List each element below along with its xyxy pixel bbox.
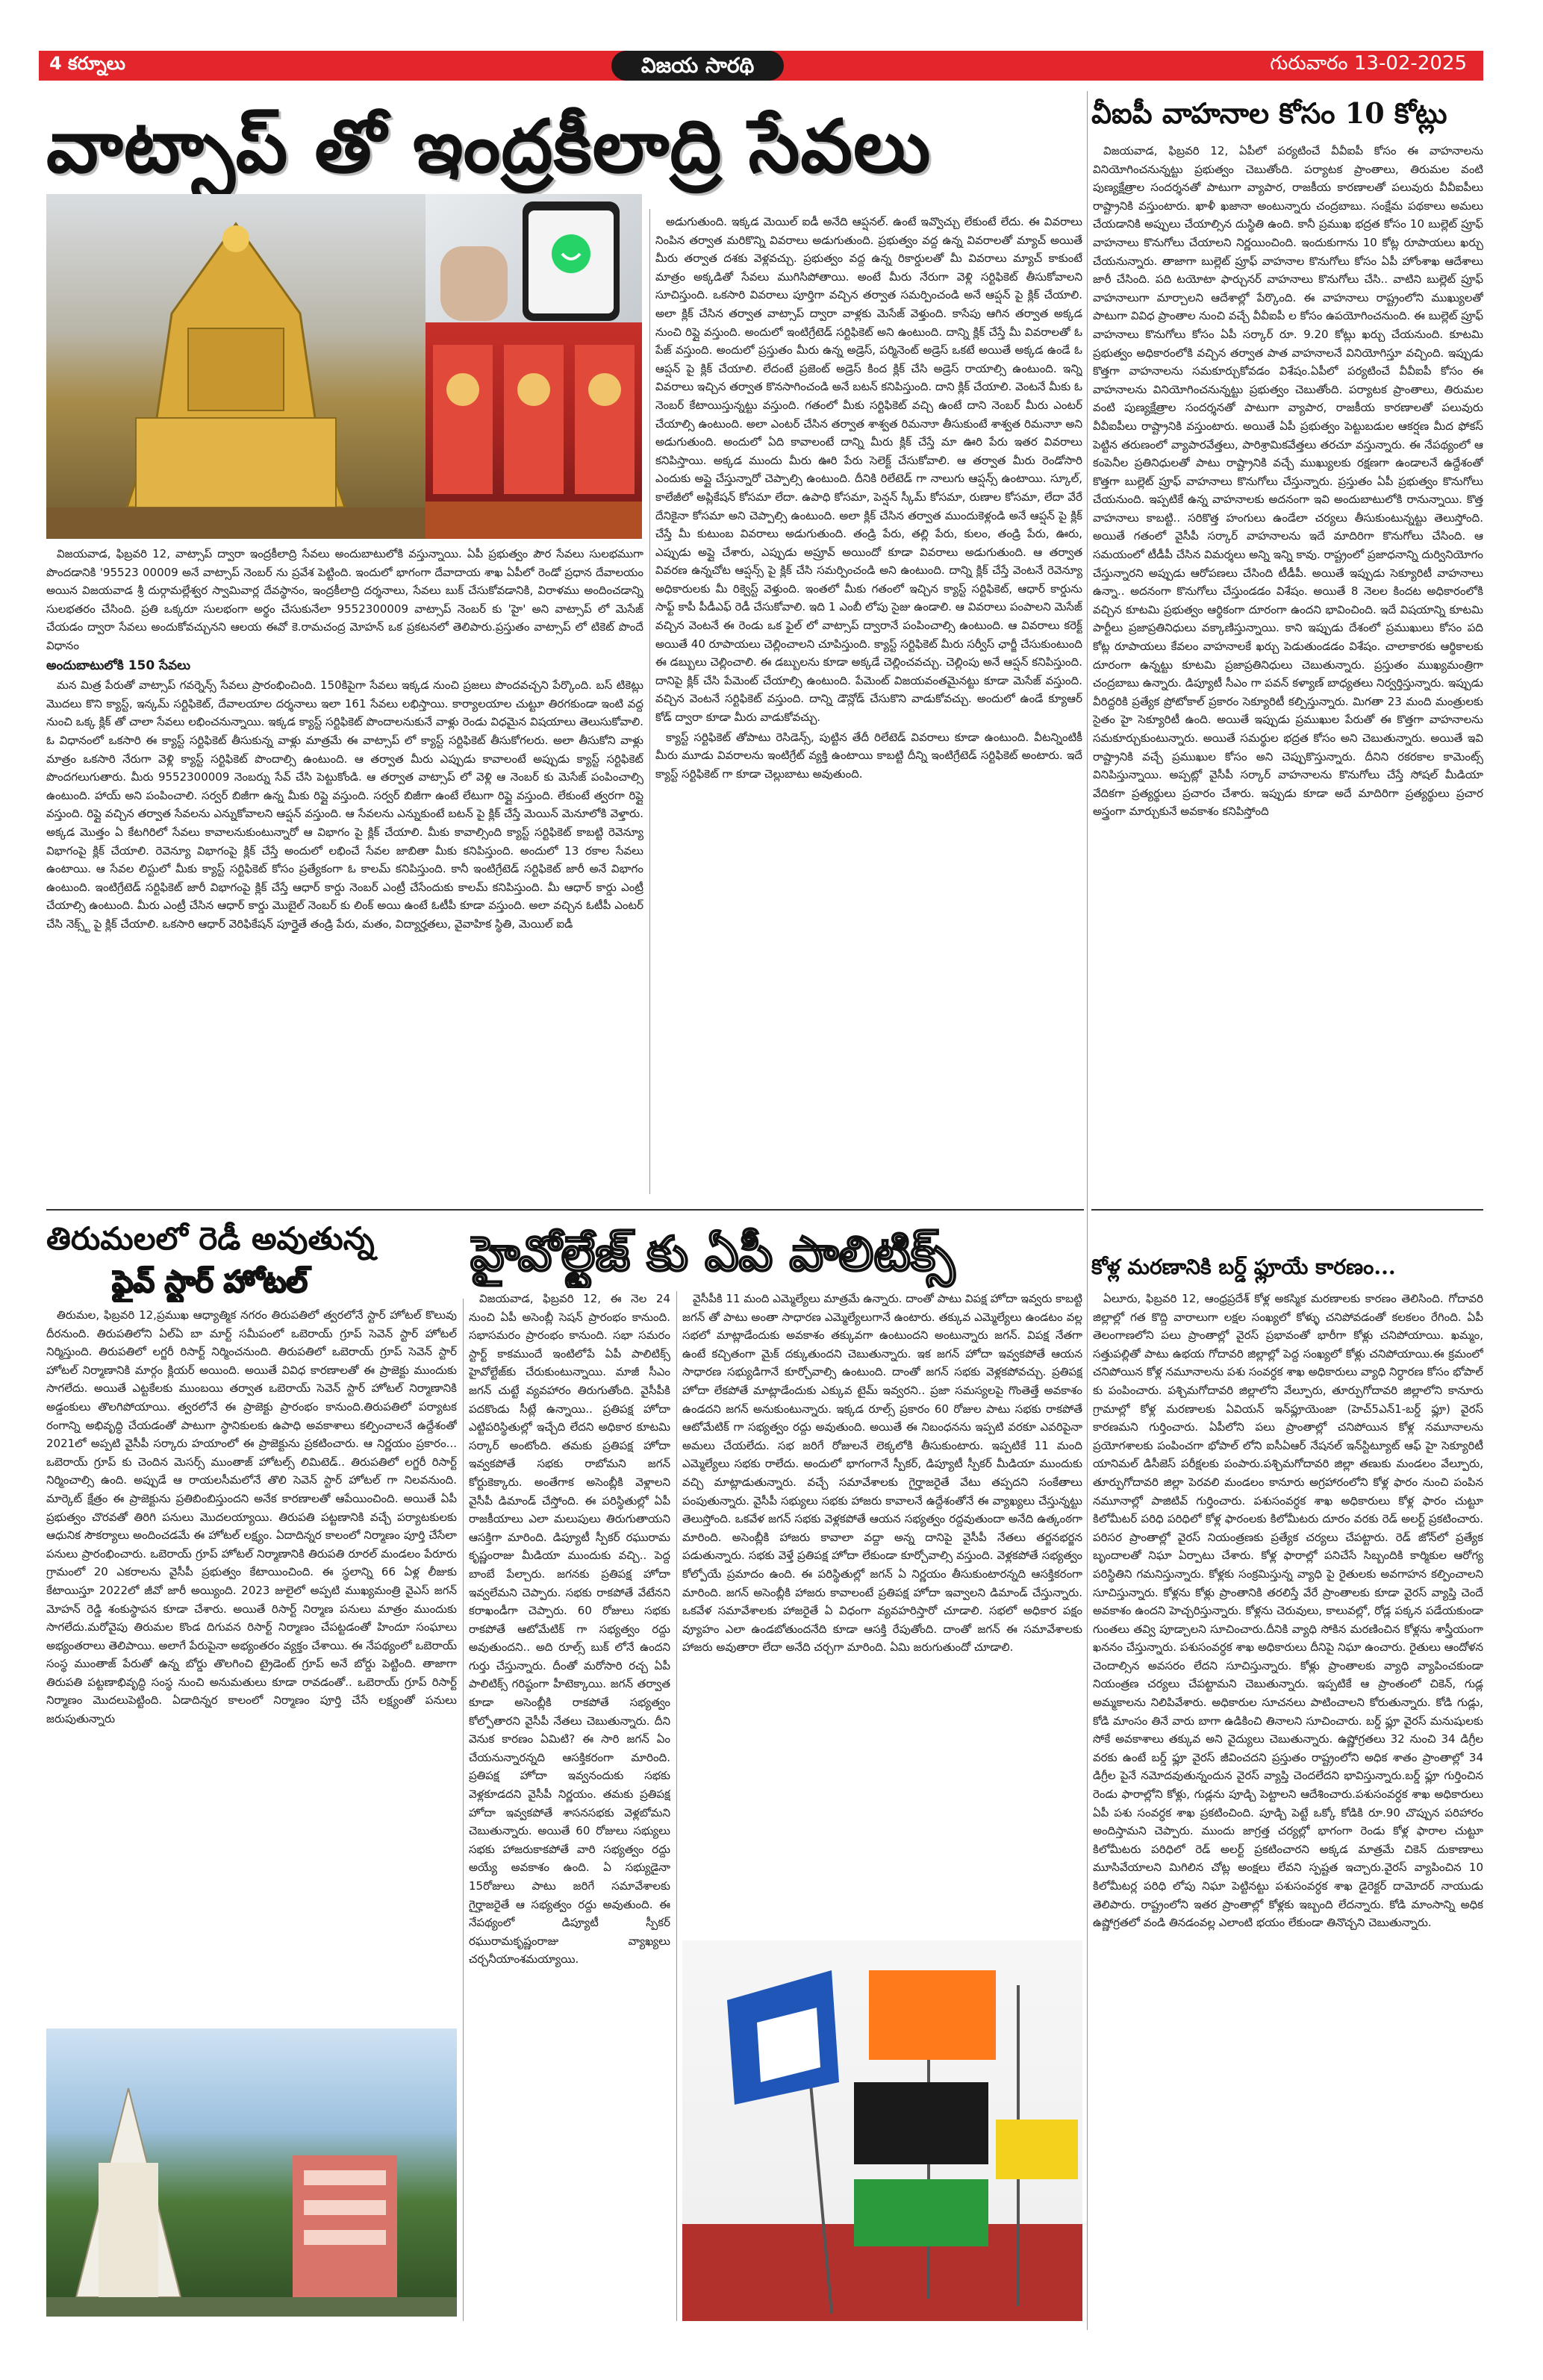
tirumala-story-body	[46, 1306, 457, 2021]
tirumala-illustration	[46, 2028, 457, 2317]
issue-date: గురువారం 13-02-2025	[1270, 52, 1467, 75]
vip-para-1: విజయవాడ, ఫిబ్రవరి 12, ఏపీలో పర్యటించే వీవీఐపీ కోసం ఈ వాహనాలను వినియోగించనున్నట్టు ప్రభుత్వం చెబుతోంది. పర్యాటక ప్రాంతాలు, తిరుమల వంటి పుణ్యక్షేత్రాల సందర్శనతో పాటుగా వ్యాపార, రాజకీయ కారణాలతో పలువురు వీవీఐపీలు రాష్ట్రానికి వస్తుంటారు. ఖాళీ ఖజానా అంటున్నారు చంద్రబాబు. సంక్షేమ పథకాలు అమలు చేయడానికి అప్పులు చేయాల్సిన దుస్థితి ఉంది. కానీ ప్రముఖ భద్రత కోసం 10 బుల్లెట్ ప్రూఫ్ వాహనాలు కొనుగోలు చేయాలని నిర్ణయించింది. ఇందుకుగాను 10 కోట్ల రూపాయలు ఖర్చు చేయనున్నారు. తాజాగా బుల్లెట్ ప్రూఫ్ వాహనాల కొనుగోలు కోసం ఏపీ హోంశాఖ ఆదేశాలు జారీ చేసింది. పది టయోటా ఫార్చునర్ వాహనాలు కొనుగోలు చేసి.. వాటిని బుల్లెట్ ప్రూఫ్ వాహనాలుగా మార్చాలని ఆదేశాల్లో పేర్కొంది. ఈ వాహనాలు రాష్ట్రంలోని ముఖ్యులతో పాటుగా వివిధ ప్రాంతాల నుంచి వచ్చే వీవీఐపీ ల కోసం ఉపయోగించనుంది. ఈ బుల్లెట్ ప్రూఫ్ వాహనాలు కొనుగోలు కోసం ఏపీ సర్కార్ రూ. 9.20 కోట్లు ఖర్చు చేయనుంది. కూటమి ప్రభుత్వం అధికారంలోకి వచ్చిన తర్వాత పాత వాహనాలనే వినియోగిస్తూ వచ్చింది. ఇప్పుడు కొత్తగా వాహనాలను సమకూర్చుకోవడం విశేషం.ఏపీలో పర్యటించే వీవీఐపీ కోసం ఈ వాహనాలను వినియోగించనున్నట్టు ప్రభుత్వం చెబుతోంది. పర్యాటక ప్రాంతాలు, తిరుమల వంటి పుణ్యక్షేత్రాల సందర్శనతో పాటుగా వ్యాపార, రాజకీయ కారణాలతో పలువురు వీవీఐపీలు రాష్ట్రానికి వస్తుంటారు. అయితే ఏపీ ప్రభుత్వం పెట్టుబడుల ఆకర్షణ మీద ఫోకస్ పెట్టిన తరుణంలో వ్యాపారవేత్తలు, పారిశ్రామికవేత్తలు తరచూ వస్తున్నారు. ఈ నేపథ్యంలో ఆ కంపెనీల ప్రతినిధులతో పాటు రాష్ట్రానికి వచ్చే ముఖ్యులకు రక్షణగా ఉండాలనే ఉద్దేశంతో కొత్తగా బుల్లెట్ ప్రూఫ్ వాహనాలు కొనుగోలు చేస్తున్నారు. ప్రస్తుతం ఏపీ ప్రభుత్వం కొనుగోలు చేయనుంది. ఇప్పటికే ఉన్న వాహనాలకు అదనంగా ఇవి అందుబాటులోకి రానున్నాయి. కొత్త వాహనాలు కాబట్టి.. సరికొత్త హంగులు ఉండేలా చర్యలు తీసుకుంటున్నట్టు తెలుస్తోంది. అయితే గతంలో వైసీపీ సర్కార్ వాహనాలను ఇదే మాదిరిగా కొనుగోలు చేసింది. ఆ సమయంలో టీడీపీ చేసిన విమర్శలు అన్ని ఇన్ని కావు. రాష్ట్రంలో ప్రజాధనాన్ని దుర్వినియోగం చేస్తున్నారని అప్పుడు ఆరోపణలు చేసింది టీడీపీ. అయితే ఇప్పుడు సెక్యూరిటీ వాహనాలు ఉన్నా.. అదనంగా కొనుగోలు చేస్తుండడం విశేషం. అయితే 8 నెలల కిందట అధికారంలోకి వచ్చిన కూటమి ప్రభుత్వం ఆర్థికంగా దూరంగా ఉందని భావించింది. ఇదే విషయాన్ని కూటమి పార్టీలు ప్రజాప్రతినిధులు వక్కాణిస్తున్నాయి. కాని ఇప్పుడు దేశంలో ప్రముఖులు కోసం పది కోట్ల రూపాయలు కేవలం వాహనాలకే ఖర్చు పెడుతుండడం విశేషం. చాలాకారకు ఆర్థికాలకు దూరంగా ఉన్నట్టు కూటమి ప్రజాప్రతినిధులు చెబుతున్నారు. ప్రస్తుతం ముఖ్యమంత్రిగా చంద్రబాబు ఉన్నారు. డిప్యూటీ సీఎం గా పవన్ కళ్యాణ్ బాధ్యతలు నిర్వర్తిస్తున్నారు. ఇప్పుడు వీరిద్దరికి ప్రత్యేక ప్రోటోకాల్ ప్రకారం సెక్యూరిటీ కల్పిస్తున్నారు. మిగతా 23 మంది మంత్రులకు సైతం హై సెక్యూరిటీ ఉంది. అయితే ఇప్పుడు ప్రముఖుల పేరుతో ఈ కొత్తగా వాహనాలను సమకూర్చుకుంటున్నారు. అయితే సమర్థుల భద్రత కోసం అని చెబుతున్నారు. అయితే ఇవి రాష్ట్రానికి వచ్చే ప్రముఖుల కోసం అని చెప్పుకొస్తున్నారు. దీనిని రకరకాల కామెంట్స్ వినిపిస్తున్నాయి. అప్పట్లో వైసీపీ సర్కార్ వాహనాలను కొనుగోలు చేస్తే సోషల్ మీడియా వేదికగా ప్రత్యర్థులు ప్రచారం చేశారు. ఇప్పుడు కూడా అదే మాదిరిగా ప్రత్యర్థులు ప్రచార అస్త్రంగా మార్చుకునే అవకాశం కనిపిస్తోంది	[1093, 144, 1483, 819]
whatsapp-para-3: అడుగుతుంది. ఇక్కడ మెయిల్ ఐడీ అనేది ఆప్షనల్. ఉంటే ఇవ్వొచ్చు లేకుంటే లేదు. ఈ వివరాలు నింపిన తర్వాత మరికొన్ని వివరాలు అడుగుతుంది. ప్రభుత్వం వద్ద ఉన్న వివరాలతో మ్యాచ్ అయితే మీరు తర్వాత దశకు వెళ్లవచ్చు. ప్రభుత్వం వద్ద ఉన్న రికార్డులతో మీ వివరాలు మ్యాచ్ కాకుంటే మాత్రం అక్కడితో సేవలు ముగిసిపోతాయి. అంటే మీరు నేరుగా వెళ్లి సర్టిఫికెట్ తీసుకోవాలని సూచిస్తుంది. ఒకసారి వివరాలు పూర్తిగా వచ్చిన తర్వాత సమర్పించండి అనే ఆప్షన్ పై క్లిక్ చేయాలి. అలా క్లిక్ చేసిన తర్వాత వాట్సాప్ ద్వారా వాళ్లకు మెసేజ్ వెళ్తుంది. కాసేపు ఆగిన తర్వాత అక్కడ నుంచి రిప్లై వస్తుంది. అందులో ఇంటిగ్రేటెడ్ సర్టిఫికెట్ అని ఉంటుంది. దాన్ని క్లిక్ చేస్తే మీ వివరాలతో ఓ పేజ్ వస్తుంది. అందులో ప్రస్తుతం మీరు ఉన్న అడ్రెస్, పర్మినెంట్ అడ్రెస్ ఒకటే అయితే అక్కడ ఉండే ఓ ఆప్షన్ పై క్లిక్ చేయాలి. లేదంటే ప్రజెంట్ అడ్రెస్ కింద క్లిక్ చేసి అడ్రెస్ రాయాల్సి ఉంటుంది. ఇన్ని వివరాలు ఇచ్చిన తర్వాత కొనసాగించండి అనే బటన్ కనిపిస్తుంది. దాని క్లిక్ చేయాలి. వెంటనే మీకు ఓ నెంబర్ కేటాయిస్తున్నట్టు వస్తుంది. గతంలో మీకు సర్టిఫికెట్ వచ్చి ఉంటే దాని నెంబర్ మీరు ఎంటర్ చేయాల్సి ఉంటుంది. అలా ఎంటర్ చేసిన తర్వాత శాశ్వత రిమనాూ తీసుకుంటే శాశ్వత రిమనాూ అని అడుగుతుంది. అందులో ఏది కావాలంటే దాన్ని మీరు క్లిక్ చేస్తే మా ఊరి పేరు ఇతర వివరాలు కనిపిస్తాయి. అక్కడ ముందు మీరు ఊరి పేరు సెలెక్ట్ చేసుకోవాలి. ఆ తర్వాత మీరు రెండోసారి ఎందుకు అప్లై చేస్తున్నారో చెప్పాల్సి ఉంటుంది. దీనికి రిలేటెడ్ గా నాలుగు ఆప్షన్స్ ఉంటాయి. స్కూల్, కాలేజీలో అప్లికేషన్ కోసమా లేదా. ఉపాధి కోసమా, పెన్షన్ స్కీమ్ కోసమా, రుణాల కోసమా, లేదా వేరే దేనికైనా కోసమా అని చెప్పాల్సి ఉంటుంది. అలా క్లిక్ చేసిన తర్వాత ముందుకెళ్లండి అనే ఆప్షన్ పై క్లిక్ చేస్తే మీ కుటుంబ వివరాలు అడుగుతుంది. తండ్రి పేరు, తల్లి పేరు, కులం, తండ్రి పేరు, ఊరు, ఎప్పుడు అప్లై చేశారు, ఎప్పుడు అప్రూవ్ అయిందో కూడా వివరాలు అడుగుతుంది. ఆ తర్వాత వివరణ ఉన్నచోట ఆప్షన్స్ పై క్లిక్ చేసి సమర్పించండి అని ఉంటుంది. దాన్ని క్లిక్ చేస్తే వెంటనే రెవెన్యూ అధికారులకు మీ రిక్వెస్ట్ వెళ్తుంది. ఇంతలో మీకు గతంలో ఇచ్చిన క్యాస్ట్ సర్టిఫికెట్, ఆధార్ కార్డును సాఫ్ట్ కాపీ పీడీఎఫ్ రెడీ చేసుకోవాలి. ఇది 1 ఎంబీ లోపు సైజు ఉండాలి. ఆ వివరాలు పంపాలని మెసేజ్ వచ్చిన వెంటనే ఈ రెండు ఒక ఫైల్ లో వాట్సాప్ ద్వారానే పంపించాల్సి ఉంటుంది. ఆ వివరాలు కరెక్ట్ అయితే 40 రూపాయలు చెల్లించాలని చూపిస్తుంది. క్యాస్ట్ సర్టిఫికెట్ మీరు సర్వీస్ ఛార్జీ చేసుకుంటుంది ఈ డబ్బులు చెల్లించాలి. ఈ డబ్బులను కూడా అక్కడే చెల్లించవచ్చు. చెల్లింపు అనే ఆప్షన్ కనిపిస్తుంది. దానిపై క్లిక్ చేసి పేమెంట్ చేయాల్సి ఉంటుంది. పేమెంట్ విజయవంతమైనట్టు కూడా మెసేజ్ వస్తుంది. వచ్చిన వెంటనే సర్టిఫికెట్ వస్తుంది. దాన్ని డౌన్లోడ్ చేసుకొని వాడుకోవచ్చు. అందులో ఉండే క్యూఆర్ కోడ్ ద్వారా కూడా మీరు వాడుకోవచ్చు.	[655, 215, 1082, 725]
whatsapp-story-col2	[655, 213, 1082, 1205]
phone-illustration	[426, 194, 642, 322]
whatsapp-para-1: విజయవాడ, ఫిబ్రవరి 12, వాట్సాప్ ద్వారా ఇంద్రకీలాద్రి సేవలు అందుబాటులోకి వస్తున్నాయి. ఏపీ ప్రభుత్వం పౌర సేవలు సులభముగా పొందడానికి '95523 00009 అనే వాట్సాప్ నెంబర్ ను ప్రవేశ పెట్టింది. ఇందులో భాగంగా దేవాదాయ శాఖ ఏపీలో రెండో ప్రధాన దేవాలయం అయిన విజయవాడ శ్రీ దుర్గామల్లేశ్వర స్వామివార్ల దేవస్థానం, ఇంద్రకీలాద్రి దర్శనాలు, సేవలు బుక్ చేసుకోవడానికి, విరాళము అందించడాన్ని సులభతరం చేసింది. ప్రతి ఒక్కరూ సులభంగా అర్థం చేసుకునేలా 9552300009 వాట్సాప్ నెంబర్ కు 'హై' అని వాట్సాప్ లో మెసేజ్ చేయడం ద్వారా సేవలు అందుకోవచ్చునని ఆలయ ఈవో కె.రామచంద్ర మోహన్ ఒక ప్రకటనలో తెలిపారు.ప్రస్తుతం వాట్సాప్ లో టికెట్ పొందే విధానం	[46, 547, 643, 652]
newspaper-name: విజయ సారథి	[611, 51, 784, 81]
whatsapp-phone-photo	[426, 194, 642, 322]
tirumala-headline-line1: తిరుమలలో రెడీ అవుతున్న	[46, 1220, 375, 1257]
whatsapp-subhead: అందుబాటులోకి 150 సేవలు	[46, 658, 191, 673]
whatsapp-para-2: మన మిత్ర పేరుతో వాట్సాప్ గవర్నెన్స్ సేవలు ప్రారంభించింది. 150కిపైగా సేవలు ఇక్కడ నుంచి ప్రజలు పొందవచ్చని పేర్కొంది. బస్ టికెట్లు మొదలు కొని క్యాస్ట్, ఇన్కమ్ సర్టిఫికెట్, దేవాలయాల దర్శనాలు ఇలా 161 సేవలు లభిస్తాయి. కార్యాలయాల చుట్టూ తిరగకుండా ఇంటి వద్ద నుంచి ఒక్క క్లిక్ తో చాలా సేవలు లభించనున్నాయి. ఇక్కడ క్యాస్ట్ సర్టిఫికెట్ పొందాలనుకునే వాళ్లు రెండు విధమైన విషయాలు తెలుసుకోవాలి. ఓ విధానంలో ఒకసారి ఈ క్యాస్ట్ సర్టిఫికెట్ తీసుకున్న వాళ్లు మాత్రమే ఈ వాట్సాప్ లో క్యాస్ట్ సర్టిఫికెట్ తీసుకోగలరు. అలా తీసుకోని వాళ్లు మాత్రం ఒకసారి నేరుగా వెళ్లి క్యాస్ట్ సర్టిఫికెట్ పొందాల్సి ఉంటుంది. ఆ తర్వాత మీరు ఎప్పుడు కావాలంటే అప్పుడు క్యాస్ట్ సర్టిఫికెట్ పొందగలుగుతారు. మీరు 9552300009 నెంబర్ను సేవ్ చేసి పెట్టుకోండి. ఆ తర్వాత వాట్సాప్ లో వెళ్లి ఆ నెంబర్ కు మెసేజ్ పంపించాల్సి ఉంటుంది. హాయ్ అని పంపించాలి. సర్వర్ బిజీగా ఉన్న మీకు రిప్లై వస్తుంది. సర్వర్ బిజీగా ఉంటే లేటుగా రిప్లై వస్తుంది. లేకుంటే త్వరగా రిప్లై వస్తుంది. రిప్లై వచ్చిన తర్వాత సేవలను ఎన్నుకోవాలని ఆప్షన్ వస్తుంది. ఆ సేవలను ఎన్నుకుంటే బటన్ పై క్లిక్ చేస్తే మెయిన్ మెనూలోకి వెళ్తారు. అక్కడ మొత్తం ఏ కేటగిరిలో సేవలు కావాలనుకుంటున్నారో ఆ విభాగం పై క్లిక్ చేయాలి. మీకు కావాల్సింది క్యాస్ట్ సర్టిఫికెట్ కాబట్టి రెవెన్యూ విభాగంపై క్లిక్ చేయాలి. రెవెన్యూ విభాగంపై క్లిక్ చేస్తే అందులో లభించే సేవల జాబితా మీకు కనిపిస్తుంది. అందులో 13 రకాల సేవలు ఉంటాయి. ఆ సేవల లిస్టులో మీకు క్యాస్ట్ సర్టిఫికెట్ కోసం ప్రత్యేకంగా ఓ కాలమ్ కనిపిస్తుంది. కానీ ఇంటిగ్రేటెడ్ సర్టిఫికెట్ జారీ అనే విభాగం ఉంటుంది. ఇంటిగ్రేటెడ్ సర్టిఫికెట్ జారీ విభాగంపై క్లిక్ చేస్తే ఆధార్ కార్డు నెంబర్ ఎంట్రీ చేసేందుకు కాలమ్ కనిపిస్తుంది. మీ ఆధార్ కార్డు ఎంట్రీ చేయాల్సి ఉంటుంది. మీరు ఎంట్రీ చేసిన ఆధార్ కార్డు మొబైల్ నెంబర్ కు లింక్ అయి ఉంటే ఓటీపీ కూడా వస్తుంది. అలా వచ్చిన ఓటీపీ ఎంటర్ చేసి నెక్స్ట్ పై క్లిక్ చేయాలి. ఒకసారి ఆధార్ వెరిఫికేషన్ పూర్తైతే తండ్రి పేరు, మతం, విద్యార్హతలు, వైవాహిక స్థితి, మెయిల్ ఐడీ	[46, 678, 643, 931]
column-rule	[463, 1299, 464, 2321]
tirumala-para-1: తిరుమల, ఫిబ్రవరి 12,ప్రముఖ ఆధ్యాత్మిక నగరం తిరుపతిలో త్వరలోనే స్టార్ హోటల్ కొలువు దీరనుంది. తిరుపతిలోని ఏల్ఏ బా మార్ట్ సమీపంలో ఒబెరాయ్ గ్రూప్ సెవెన్ స్టార్ హోటల్ నిర్మిస్తుంది. తిరుపతిలో లగ్జరీ రిసార్ట్ నిర్మించనుంది. తిరుపతిలో ఒబెరాయ్ గ్రూప్ సెవెన్ స్టార్ హోటల్ నిర్మాణానికి మార్గం క్లియర్ అయింది. అయితే వివిధ కారణాలతో ఈ ప్రాజెక్టు ముందుకు సాగలేదు. అయితే ఎట్టకేలకు ముంబయి తర్వాత ఒబెరాయ్ సెవెన్ స్టార్ హోటల్ నిర్మాణానికి అడ్డంకులు తొలగిపోయాయి. త్వరలోనే ఈ ప్రాజెక్టు ప్రారంభం కానుంది.తిరుపతిలో పర్యాటక రంగాన్ని అభివృద్ధి చేయడంతో పాటుగా స్థానికులకు ఉపాధి అవకాశాలు కల్పించాలనే ఉద్దేశంతో 2021లో అప్పటి వైసీపీ సర్కారు హయాంలో ఈ ప్రాజెక్టును ప్రకటించారు. ఆ నిర్ణయం ప్రకారం... ఒబెరాయ్ గ్రూప్ కు చెందిన మెసర్స్ ముంతాజ్ హోటల్స్ లిమిటెడ్.. తిరుపతిలో లగ్జరీ రిసార్ట్ నిర్మించాల్సి ఉంది. అప్పుడే ఆ రాయలసీమలోనే తొలి సెవెన్ స్టార్ హోటల్ గా నిలవనుంది. మార్కెట్ క్షేత్రం ఈ ప్రాజెక్టును ప్రతిబింబిస్తుందని అనేక కారణాలతో ఆపేయించింది. అయితే ఏపీ ప్రభుత్వం చొరవతో తిరిగి పనులు మొదలయ్యాయి. తిరుపతి పట్టణానికి వచ్చే పర్యాటకులకు ఆధునిక సౌకర్యాలు అందించడమే ఈ హోటల్ లక్ష్యం. ఏదాదిన్నర కాలంలో నిర్మాణం పూర్తి చేసేలా పనులు ప్రారంభించారు. ఒబెరాయ్ గ్రూప్ హోటల్ నిర్మాణానికి తిరుపతి రూరల్ మండలం పేరూరు గ్రామంలో 20 ఎకరాలను వైసీపీ ప్రభుత్వం కేటాయించింది. ఈ స్థలాన్ని 66 ఏళ్ల లీజుకు కేటాయిస్తూ 2022లో జీవో జారీ అయ్యింది. 2023 జులైలో అప్పటి ముఖ్యమంత్రి వైఎస్ జగన్ మోహన్ రెడ్డి శంకుస్థాపన కూడా చేశారు. అయితే రిసార్ట్ నిర్మాణ పనులు మాత్రం ముందుకు సాగలేదు.మరోవైపు తిరుమల కొండ దిగువన రిసార్ట్ నిర్మాణం చేపట్టడంతో హిందూ సంఘాలు అభ్యంతరాలు తెలిపాయి. అలాగే పేరుపైనా అభ్యంతరం వ్యక్తం చేశాయి. ఈ నేపథ్యంలో ఒబెరాయ్ సంస్థ ముంతాజ్ పేరుతో ఉన్న బోర్డు తొలగించి ట్రైడెంట్ గ్రూప్ అనే బోర్డు పెట్టింది. తాజాగా తిరుపతి పట్టణాభివృద్ధి సంస్థ నుంచి అనుమతులు కూడా రావడంతో.. ఒబెరాయ్ గ్రూప్ రిసార్ట్ నిర్మాణం మొదలుపెట్టింది. ఏడాదిన్నర కాలంలో నిర్మాణం పూర్తి చేసే లక్ష్యంతో పనులు జరుపుతున్నారు	[46, 1308, 457, 1726]
vip-headline: వీఐపీ వాహనాల కోసం 10 కోట్లు	[1091, 96, 1447, 130]
column-rule	[649, 209, 650, 1194]
tirumala-headline-line2: ఫైవ్ స్టార్ హోటల్	[112, 1264, 308, 1299]
flags-illustration	[682, 1940, 1082, 2321]
highvoltage-story-col1	[469, 1290, 670, 2321]
column-rule	[1087, 91, 1088, 2330]
column-rule	[676, 1291, 677, 2321]
highvoltage-para-1: విజయవాడ, ఫిబ్రవరి 12, ఈ నెల 24 నుంచి ఏపీ అసెంబ్లీ సెషన్ ప్రారంభం కానుంది. సభాసమరం ప్రారంభం కానుంది. సభా సమరం స్టార్ట్ కాకముందే ఇంటిలోపే ఏపీ పాలిటిక్స్ హైవోల్టేజ్‌కు చేరుకుంటున్నాయి. మాజీ సీఎం జగన్ చుట్టే వ్యవహారం తిరుగుతోంది. వైసీపీకి పదకొండు సీట్లే ఉన్నాయి.. ప్రతిపక్ష హోదా ఎట్టిపరిస్థితుల్లో ఇచ్చేది లేదని అధికార కూటమి సర్కార్ అంటోంది. తమకు ప్రతిపక్ష హోదా ఇవ్వకపోతే సభకు రాబోమని జగన్ కోర్టుకెక్కారు. అంతేగాక అసెంబ్లీకి వెళ్లాలని వైసీపీ డిమాండ్ చేస్తోంది. ఈ పరిస్థితుల్లో ఏపీ రాజకీయాలు ఎలా మలుపులు తిరుగుతాయని ఆసక్తిగా మారింది. డిప్యూటీ స్పీకర్ రఘురామ కృష్ణంరాజు మీడియా ముందుకు వచ్చి.. పెద్ద బాంబే పేల్చారు. జగనకు ప్రతిపక్ష హోదా ఇవ్వలేమని చెప్పారు. సభకు రాకపోతే వేటేనని కరాఖండీగా చెప్పారు. 60 రోజులు సభకు రాకపోతే ఆటోమేటిక్ గా సభ్యత్వం రద్దు అవుతుందని.. అది రూల్స్ బుక్ లోనే ఉందని గుర్తు చేస్తున్నారు. దీంతో మరోసారి రచ్చ ఏపీ పాలిటిక్స్ గరిష్ఠంగా హీటెక్కాయి. జగన్ తర్వాత కూడా అసెంబ్లీకి రాకపోతే సభ్యత్వం కోల్పోతారని వైసీపీ నేతలు చెబుతున్నారు. దీని వెనుక కారణం ఏమిటి? ఈ సారి జగన్ ఏం చేయనున్నారన్నది ఆసక్తికరంగా మారింది. ప్రతిపక్ష హోదా ఇవ్వనందుకు సభకు వెళ్లకూడదని వైసీపీ నిర్ణయం. తమకు ప్రతిపక్ష హోదా ఇవ్వకపోతే శాసనసభకు వెళ్లబోమని చెబుతున్నారు. అయితే 60 రోజులు సభ్యులు సభకు హాజరుకాకపోతే వారి సభ్యత్వం రద్దు అయ్యే అవకాశం ఉంది. ఏ సభ్యుడైనా 15రోజులు పాటు జరిగే సమావేశాలకు గైర్హాజరైతే ఆ సభ్యత్వం రద్దు అవుతుంది. ఈ నేపథ్యంలో డిప్యూటీ స్పీకర్ రఘురామకృష్ణంరాజు వ్యాఖ్యలు చర్చనీయాంశమయ్యాయి.	[469, 1292, 670, 1967]
whatsapp-story-col1	[46, 545, 643, 1203]
highvoltage-story-col2	[682, 1290, 1082, 1931]
tirumala-hotel-photo	[46, 2028, 457, 2317]
deity-photo	[426, 322, 642, 539]
hens-story-body	[1093, 1290, 1483, 2327]
party-flags-photo	[682, 1940, 1082, 2321]
highvoltage-headline: హైవోల్టేజ్ కు ఏపీ పాలిటిక్స్	[470, 1226, 956, 1282]
deity-illustration	[426, 322, 642, 539]
highvoltage-para-2: వైసీపీకి 11 మంది ఎమ్మెల్యేలు మాత్రమే ఉన్నారు. దాంతో పాటు విపక్ష హోదా ఇవ్వరు కాబట్టి జగన్ తో పాటు అంతా సాధారణ ఎమ్మెల్యేలుగానే ఉంటారు. తక్కువ ఎమ్మెల్యేలు ఉండటం వల్ల సభలో మాట్లాడేందుకు అవకాశం తక్కువగా ఉంటుందని అంటున్నారు జగన్. విపక్ష నేతగా ఉంటే కచ్చితంగా మైక్ దక్కుతుందని చెబుతున్నారు. ఇక జగన్ హోదా ఇవ్వకపోతే ఆయన సాధారణ సభ్యుడిగానే కూర్చోవాల్సి ఉంటుంది. దాంతో జగన్ సభకు వెళ్లకపోవచ్చు. ప్రతిపక్ష హోదా లేకపోతే మాట్లాడేందుకు ఎక్కువ టైమ్ ఇవ్వరని.. ప్రజా సమస్యలపై గొంతెత్తే అవకాశం ఉండదని జగన్ అనుకుంటున్నారు. ఇక్కడ రూల్స్ ప్రకారం 60 రోజుల పాటు సభకు రాకపోతే ఆటోమేటిక్ గా సభ్యత్వం రద్దు అవుతుంది. అయితే ఈ నిబంధనను ఇప్పటి వరకూ ఎవరిపైనా అమలు చేయలేదు. సభ జరిగే రోజులనే లెక్కలోకి తీసుకుంటారు. ఇప్పటికే 11 మంది ఎమ్మెల్యేలు సభకు రాలేదు. అందులో భాగంగానే స్పీకర్, డిప్యూటీ స్పీకర్ మీడియా ముందుకు వచ్చి మాట్లాడుతున్నారు. వచ్చే సమావేశాలకు గైర్హాజరైతే వేటు తప్పదని సంకేతాలు పంపుతున్నారు. వైసీపీ సభ్యులు సభకు హాజరు కావాలనే ఉద్దేశంతోనే ఈ వ్యాఖ్యలు చేస్తున్నట్టు తెలుస్తోంది. ఒకవేళ జగన్ సభకు వెళ్లకపోతే ఆయన సభ్యత్వం రద్దవుతుందా అనేది ఉత్కంఠగా మారింది. అసెంబ్లీకి హాజరు కావాలా వద్దా అన్న దానిపై వైసీపీ నేతలు తర్జనభర్జన పడుతున్నారు. సభకు వెళ్తే ప్రతిపక్ష హోదా లేకుండా కూర్చోవాల్సి వస్తుంది. వెళ్లకపోతే సభ్యత్వం కోల్పోయే ప్రమాదం ఉంది. ఈ పరిస్థితుల్లో జగన్ ఏ నిర్ణయం తీసుకుంటారన్నది ఆసక్తికరంగా మారింది. జగన్ అసెంబ్లీకి హాజరు కావాలంటే ప్రతిపక్ష హోదా ఇవ్వాలని డిమాండ్ చేస్తున్నారు. ఒకవేళ సమావేశాలకు హాజరైతే ఏ విధంగా వ్యవహరిస్తారో చూడాలి. సభలో అధికార పక్షం వ్యూహం ఎలా ఉండబోతుందనేది కూడా ఆసక్తి రేపుతోంది. దాంతో జగన్ ఈ సమావేశాలకు హాజరు అవుతారా లేదా అనేది చర్చగా మారింది. ఏమి జరుగుతుందో చూడాలి.	[682, 1292, 1082, 1655]
page-label: 4 కర్నూలు	[49, 53, 125, 74]
temple-illustration	[46, 194, 426, 539]
whatsapp-headline: వాట్సాప్ తో ఇంద్రకీలాద్రి సేవలు	[46, 104, 932, 190]
hens-headline: కోళ్ల మరణానికి బర్డ్ ఫ్లూయే కారణం...	[1091, 1255, 1396, 1279]
section-rule	[46, 1209, 1084, 1211]
masthead-bar	[39, 51, 1483, 81]
whatsapp-para-4: క్యాస్ట్ సర్టిఫికెట్ తోపాటు రెసిడెన్స్, పుట్టిన తేదీ రిలేటెడ్ వివరాలు కూడా ఉంటుంది. వీటన్నింటికీ మీరు మూడు వివరాలను ఇంటిగ్రేట్ వ్యక్తి ఉంటాయి కాబట్టి దీన్ని ఇంటిగ్రేటెడ్ సర్టిఫికెట్ అంటారు. ఇదే క్యాస్ట్ సర్టిఫికెట్ గా కూడా చెల్లుబాటు అవుతుంది.	[655, 730, 1082, 781]
section-rule	[1091, 1209, 1483, 1211]
vip-story-body	[1093, 142, 1483, 1209]
temple-photo	[46, 194, 426, 539]
hens-para-1: ఏలూరు, ఫిబ్రవరి 12, ఆంధ్రప్రదేశ్ కోళ్ల అకస్మిక మరణాలకు కారణం తెలిసింది. గోదావరి జిల్లాల్లో గత కొద్ది వారాలుగా లక్షల సంఖ్యలో కోళ్ళు చనిపోవడంతో కలకలం రేగింది. ఏపీ తెలంగాణలోని పలు ప్రాంతాల్లో వైరస్ ప్రభావంతో భారీగా కోళ్లు చనిపోయాయి. ఖమ్మం, సత్తుపల్లితో పాటు ఉభయ గోదావరి జిల్లాల్లో పెద్ద సంఖ్యలో కోళ్లు చనిపోయాయి.ఈ క్రమంలో చనిపోయిన కోళ్ల నమూనాలను పశు సంవర్ధక శాఖ అధికారులు వ్యాధి నిర్ధారణ కోసం భోపాల్ కు పంపించారు. పశ్చిమగోదావరి జిల్లాలోని వేల్పూరు, తూర్పుగోదావరి జిల్లాలోని కానూరు గ్రామాల్లో కోళ్ల మరణాలకు ఏవియన్ ఇన్‌ఫ్లూయెంజా (హెచ్5ఎన్1-బర్డ్ ఫ్లూ) వైరస్ కారణమని గుర్తించారు. ఏపీలోని పలు ప్రాంతాల్లో చనిపోయిన కోళ్ల నమూనాలను ప్రయోగశాలకు పంపించగా భోపాల్ లోని ఐసీఏఆర్ నేషనల్ ఇన్‌స్టిట్యూట్ ఆఫ్ హై సెక్యూరిటీ యానిమల్ డిసీజెస్ పరీక్షలకు పంపారు.పశ్చిమగోదావరి జిల్లా తణుకు మండలం వేల్పూరు, తూర్పుగోదావరి జిల్లా పెరవలి మండలం కానూరు అగ్రహారంలోని కోళ్ల ఫారం నుంచి పంపిన నమూనాల్లో పాజిటివ్ గుర్తించారు. పశుసంవర్ధక శాఖ అధికారులు కోళ్ల ఫారం చుట్టూ కిలోమీటర్ పరిధి పరిధిలో కోళ్ల ఫారంలకు కిలోమీటరు దూరం వరకు రెడ్ అలర్ట్ ప్రకటించారు. పరిసర ప్రాంతాల్లో వైరస్ నియంత్రణకు ప్రత్యేక చర్యలు చేపట్టారు. రెడ్ జోన్‌లో ప్రత్యేక బృందాలతో నిఘా ఏర్పాటు చేశారు. కోళ్ల ఫారాల్లో పనిచేసే సిబ్బందికి కార్మికుల ఆరోగ్య పరిస్థితిని గమనిస్తున్నారు. కోళ్లకు సంక్రమిస్తున్న వ్యాధి పై రైతులకు అవగాహన కల్పించాలని సూచిస్తున్నారు. కోళ్లను కోళ్లు ప్రాంతానికి తరలిస్తే వేరే ప్రాంతాలకు కూడా వైరస్ వ్యాప్తి చెందే అవకాశం ఉందని హెచ్చరిస్తున్నారు. కోళ్లను చెరువులు, కాలువల్లో, రోడ్ల పక్కన పడేయకుండా గుంతలు తవ్వి పూడ్చాలని సూచించారు.దీనికి వ్యాధి సోకిన మరణించిన కోళ్లను శాస్త్రీయంగా ఖననం చేస్తున్నారు. పశుసంవర్ధక శాఖ అధికారులు దీనిపై నిఘా ఉంచారు. రైతులు ఆందోళన చెందాల్సిన అవసరం లేదని సూచిస్తున్నారు. కోళ్లు ప్రాంతాలకు వ్యాధి వ్యాపించకుండా నియంత్రణ చర్యలు చేపట్టామని చెబుతున్నారు. ఇప్పటికే ఆ ప్రాంతంలో చికెన్, గుడ్ల అమ్మకాలను నిలిపివేశారు. అధికారుల సూచనలు పాటించాలని కోరుతున్నారు. కోడి గుడ్లు, కోడి మాంసం తినే వారు బాగా ఉడికించి తినాలని సూచించారు. బర్డ్ ఫ్లూ వైరస్ మనుషులకు సోకే అవకాశాలు తక్కువ అని వైద్యులు చెబుతున్నారు. ఉష్ణోగ్రతలు 32 నుంచి 34 డిగ్రీల వరకు ఉంటే బర్డ్ ఫ్లూ వైరస్ జీవించదని ప్రస్తుతం రాష్ట్రంలోని అధిక శాతం ప్రాంతాల్లో 34 డిగ్రీల పైనే నమోదవుతున్నందున వైరస్ వ్యాప్తి చెందలేదని భావిస్తున్నారు.బర్డ్ ఫ్లూ గుర్తించిన రెండు ఫారాల్లోని కోళ్లు, గుడ్లను పూడ్చి పెట్టాలని ఆదేశించారు.పశుసంవర్ధక శాఖ అధికారులు ఏపీ పశు సంవర్ధక శాఖ ప్రకటించింది. పూడ్చి పెట్టే ఒక్కో కోడికి రూ.90 చొప్పున పరిహారం అందిస్తామని చెప్పారు. ముందు జాగ్రత్త చర్యల్లో భాగంగా రెండు కోళ్ల ఫారాల చుట్టూ కిలోమీటరు పరిధిలో రెడ్ అలర్ట్ ప్రకటించారని అక్కడ మాత్రమే చికెన్ దుకాణాలు మూసివేయాలని మిగిలిన చోట్ల అంక్షలు లేవని స్పష్టత ఇచ్చారు.వైరస్ వ్యాపించిన 10 కిలోమీటర్ల పరిధి లోపు నిఘా పెట్టినట్టు పశుసంవర్ధక శాఖ డైరెక్టర్ దామోదర్ నాయుడు తెలిపారు. రాష్ట్రంలోని ఇతర ప్రాంతాల్లో కోళ్లకు ఇబ్బంది లేదన్నారు. కోడి మాంసాన్ని అధిక ఉష్ణోగ్రతలో వండి తినడంవల్ల ఎలాంటి భయం లేకుండా తినొచ్చని చెబుతున్నారు.	[1093, 1292, 1483, 1930]
